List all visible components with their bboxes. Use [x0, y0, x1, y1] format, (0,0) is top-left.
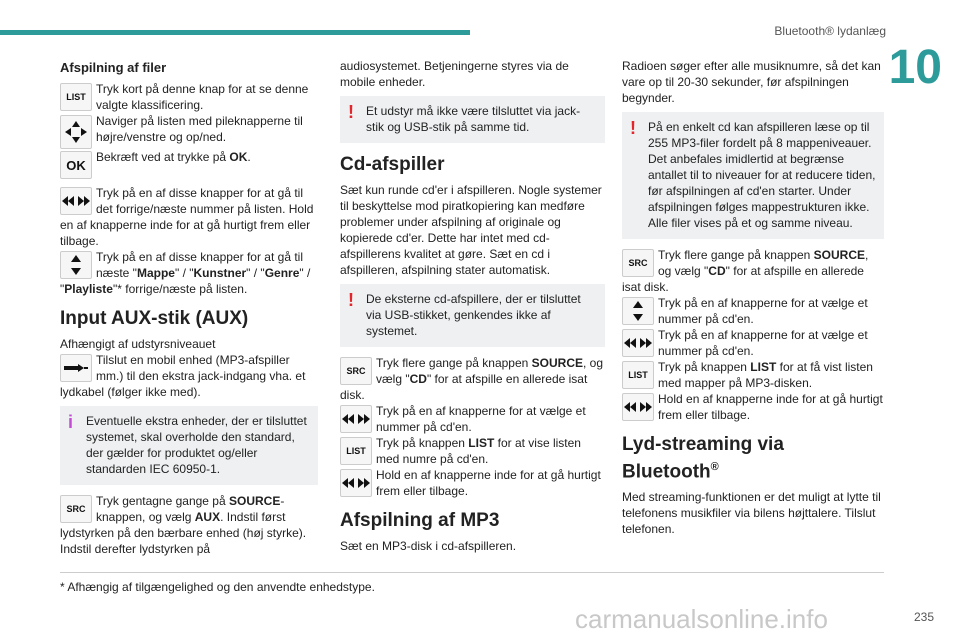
cd-hold-text: Hold en af knapperne inde for at gå hurtigt frem eller tilbage. [376, 468, 601, 498]
mp3-ud-text: Tryk på en af knapperne for at vælge et nummer på cd'en. [658, 296, 868, 326]
arrows-four-way-icon [60, 115, 92, 149]
src-cd-row [340, 355, 605, 403]
info-icon: i [68, 412, 74, 432]
list-button-icon: LIST [340, 437, 372, 465]
cd-list-row [340, 435, 605, 467]
list-button-icon: LIST [622, 361, 654, 389]
cd-list-text: Tryk på knappen LIST for at vise listen med numre på cd'en. [376, 436, 581, 466]
cd-lr-text: Tryk på en af knapperne for at vælge et nummer på cd'en. [376, 404, 586, 434]
aux-continuation: audiosystemet. Betjeningerne styres via de mobile enheder. [340, 59, 569, 89]
mp3-hold-row [622, 391, 884, 423]
warning-box-external-cd [340, 284, 605, 347]
mp3-src-text: Tryk flere gange på knappen SOURCE, og vælg "CD" for at afspille en allerede isat disk. [622, 248, 869, 294]
footnote: * Afhængig af tilgængelighed og den anvendte enhedstype. [60, 580, 375, 594]
prev-next-icon [622, 393, 654, 421]
ok-button-icon: OK [60, 151, 92, 179]
chapter-number: 10 [888, 41, 942, 94]
warning-icon: ! [630, 118, 636, 138]
mp3-list-text: Tryk på knappen LIST for at få vist listen med mapper på MP3-disken. [658, 360, 873, 390]
mp3-intro: Radioen søger efter alle musiknumre, så det kan vare op til 20-30 sekunder, før afspilningen begynder. [622, 59, 881, 105]
column-2 [340, 58, 605, 554]
nav-row [60, 113, 318, 149]
src-aux-text: Tryk gentagne gange på SOURCE-knappen, og vælg AUX. Indstil først lydstyrken på den bærbare enhed (høj styrke). Indstil derefter lydstyrken på [60, 494, 307, 556]
section-title: Bluetooth® lydanlæg [774, 24, 886, 38]
up-down-icon [60, 251, 92, 279]
nav-text: Naviger på listen med pileknapperne til højre/venstre og op/ned. [96, 114, 303, 144]
info-box [60, 406, 318, 485]
src-cd-text: Tryk flere gange på knappen SOURCE, og vælg "CD" for at afspille en allerede isat disk. [340, 356, 604, 402]
ok-text: Bekræft ved at trykke på OK. [96, 150, 251, 164]
aux-row [60, 352, 318, 400]
prev-next-icon [60, 187, 92, 215]
src-aux-row [60, 493, 318, 557]
header-bar [0, 30, 470, 35]
page-number: 235 [913, 610, 934, 624]
column-1 [60, 58, 318, 557]
prev-next-icon [340, 469, 372, 497]
cd-hold-row [340, 467, 605, 499]
warning-box-mp3 [622, 112, 884, 239]
mp3-ud-row [622, 295, 884, 327]
ud-row [60, 249, 318, 297]
watermark: carmanualsonline.info [575, 604, 828, 634]
jack-plug-icon [60, 354, 92, 382]
mp3-lr-text: Tryk på en af knapperne for at vælge et nummer på cd'en. [658, 328, 868, 358]
warning-text: De eksterne cd-afspillere, der er tilsluttet via USB-stikket, genkendes ikke af systemet. [366, 292, 581, 338]
ud-text: Tryk på en af disse knapper for at gå til næste "Mappe" / "Kunstner" / "Genre" / "Playliste"* forrige/næste på listen. [60, 250, 311, 296]
warning-box-jack-usb [340, 96, 605, 143]
warning-text: På en enkelt cd kan afspilleren læse op til 255 MP3-filer fordelt på 8 mappeniveauer. Det anbefales imidlertid at begrænse antallet til to niveauer for at reducere tiden, før afspilningen af cd'en starter. Under afspilningen følges mappestrukturen ikke. Alle filer vises på et og samme niveau. [648, 120, 876, 230]
footer-divider [60, 572, 884, 573]
heading-mp3: Afspilning af MP3 [340, 510, 500, 531]
list-row [60, 81, 318, 113]
heading-file-playback: Afspilning af filer [60, 60, 167, 75]
info-text: Eventuelle ekstra enheder, der er tilsluttet systemet, skal overholde den standard, der gælder for produktet og/eller standarden IEC 60950-1. [86, 414, 307, 476]
prev-next-icon [622, 329, 654, 357]
column-3 [622, 58, 884, 537]
mp3-hold-text: Hold en af knapperne inde for at gå hurtigt frem eller tilbage. [658, 392, 883, 422]
lr-row [60, 185, 318, 249]
heading-bluetooth-streaming: Lyd-streaming via Bluetooth® [622, 434, 784, 483]
prev-next-icon [340, 405, 372, 433]
aux-dependency: Afhængigt af udstyrsniveauet [60, 337, 216, 351]
heading-aux: Input AUX-stik (AUX) [60, 308, 249, 329]
source-button-icon: SRC [340, 357, 372, 385]
warning-text: Et udstyr må ikke være tilsluttet via jack-stik og USB-stik på samme tid. [366, 104, 581, 134]
mp3-text: Sæt en MP3-disk i cd-afspilleren. [340, 539, 517, 553]
mp3-lr-row [622, 327, 884, 359]
source-button-icon: SRC [622, 249, 654, 277]
warning-icon: ! [348, 102, 354, 122]
cd-lr-row [340, 403, 605, 435]
warning-icon: ! [348, 290, 354, 310]
list-text: Tryk kort på denne knap for at se denne valgte klassificering. [96, 82, 309, 112]
up-down-icon [622, 297, 654, 325]
source-button-icon: SRC [60, 495, 92, 523]
lr-text: Tryk på en af disse knapper for at gå til det forrige/næste nummer på listen. Hold en af knapperne inde for at gå hurtigt frem eller tilbage. [60, 186, 314, 248]
mp3-list-row [622, 359, 884, 391]
mp3-src-row [622, 247, 884, 295]
bluetooth-text: Med streaming-funktionen er det muligt at lytte til telefonens musikfiler via bilens højttalere. Tilslut telefonen. [622, 490, 881, 537]
ok-row [60, 149, 318, 179]
heading-cd-player: Cd-afspiller [340, 154, 445, 175]
cd-text: Sæt kun runde cd'er i afspilleren. Nogle systemer til beskyttelse mod piratkopiering kan medføre problemer under afspilning af originale og kopierede cd'er. Dette har intet med cd-afspillerens kvalitet at gøre. Sæt en cd i afspilleren, afspilning stater automatisk. [340, 183, 602, 277]
list-button-icon: LIST [60, 83, 92, 111]
aux-text: Tilslut en mobil enhed (MP3-afspiller mm.) til den ekstra jack-indgang vha. et lydkabel (følger ikke med). [60, 353, 306, 399]
